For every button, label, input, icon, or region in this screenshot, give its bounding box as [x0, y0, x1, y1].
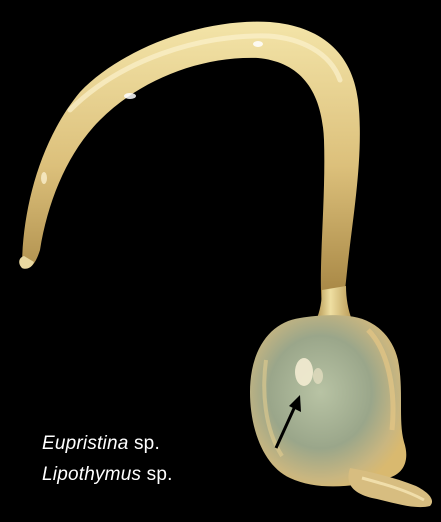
- internal-structure: [295, 358, 313, 386]
- label-lipothymus-genus: Lipothymus: [42, 464, 142, 485]
- label-lipothymus-suffix: sp.: [141, 464, 173, 485]
- label-lipothymus: [42, 459, 173, 490]
- nematode-body: [22, 22, 360, 310]
- species-labels: [42, 428, 173, 490]
- label-eupristina: [42, 428, 173, 459]
- label-eupristina-genus: Eupristina: [42, 433, 129, 454]
- swollen-bulb: [250, 315, 406, 486]
- label-eupristina-suffix: sp.: [128, 433, 160, 454]
